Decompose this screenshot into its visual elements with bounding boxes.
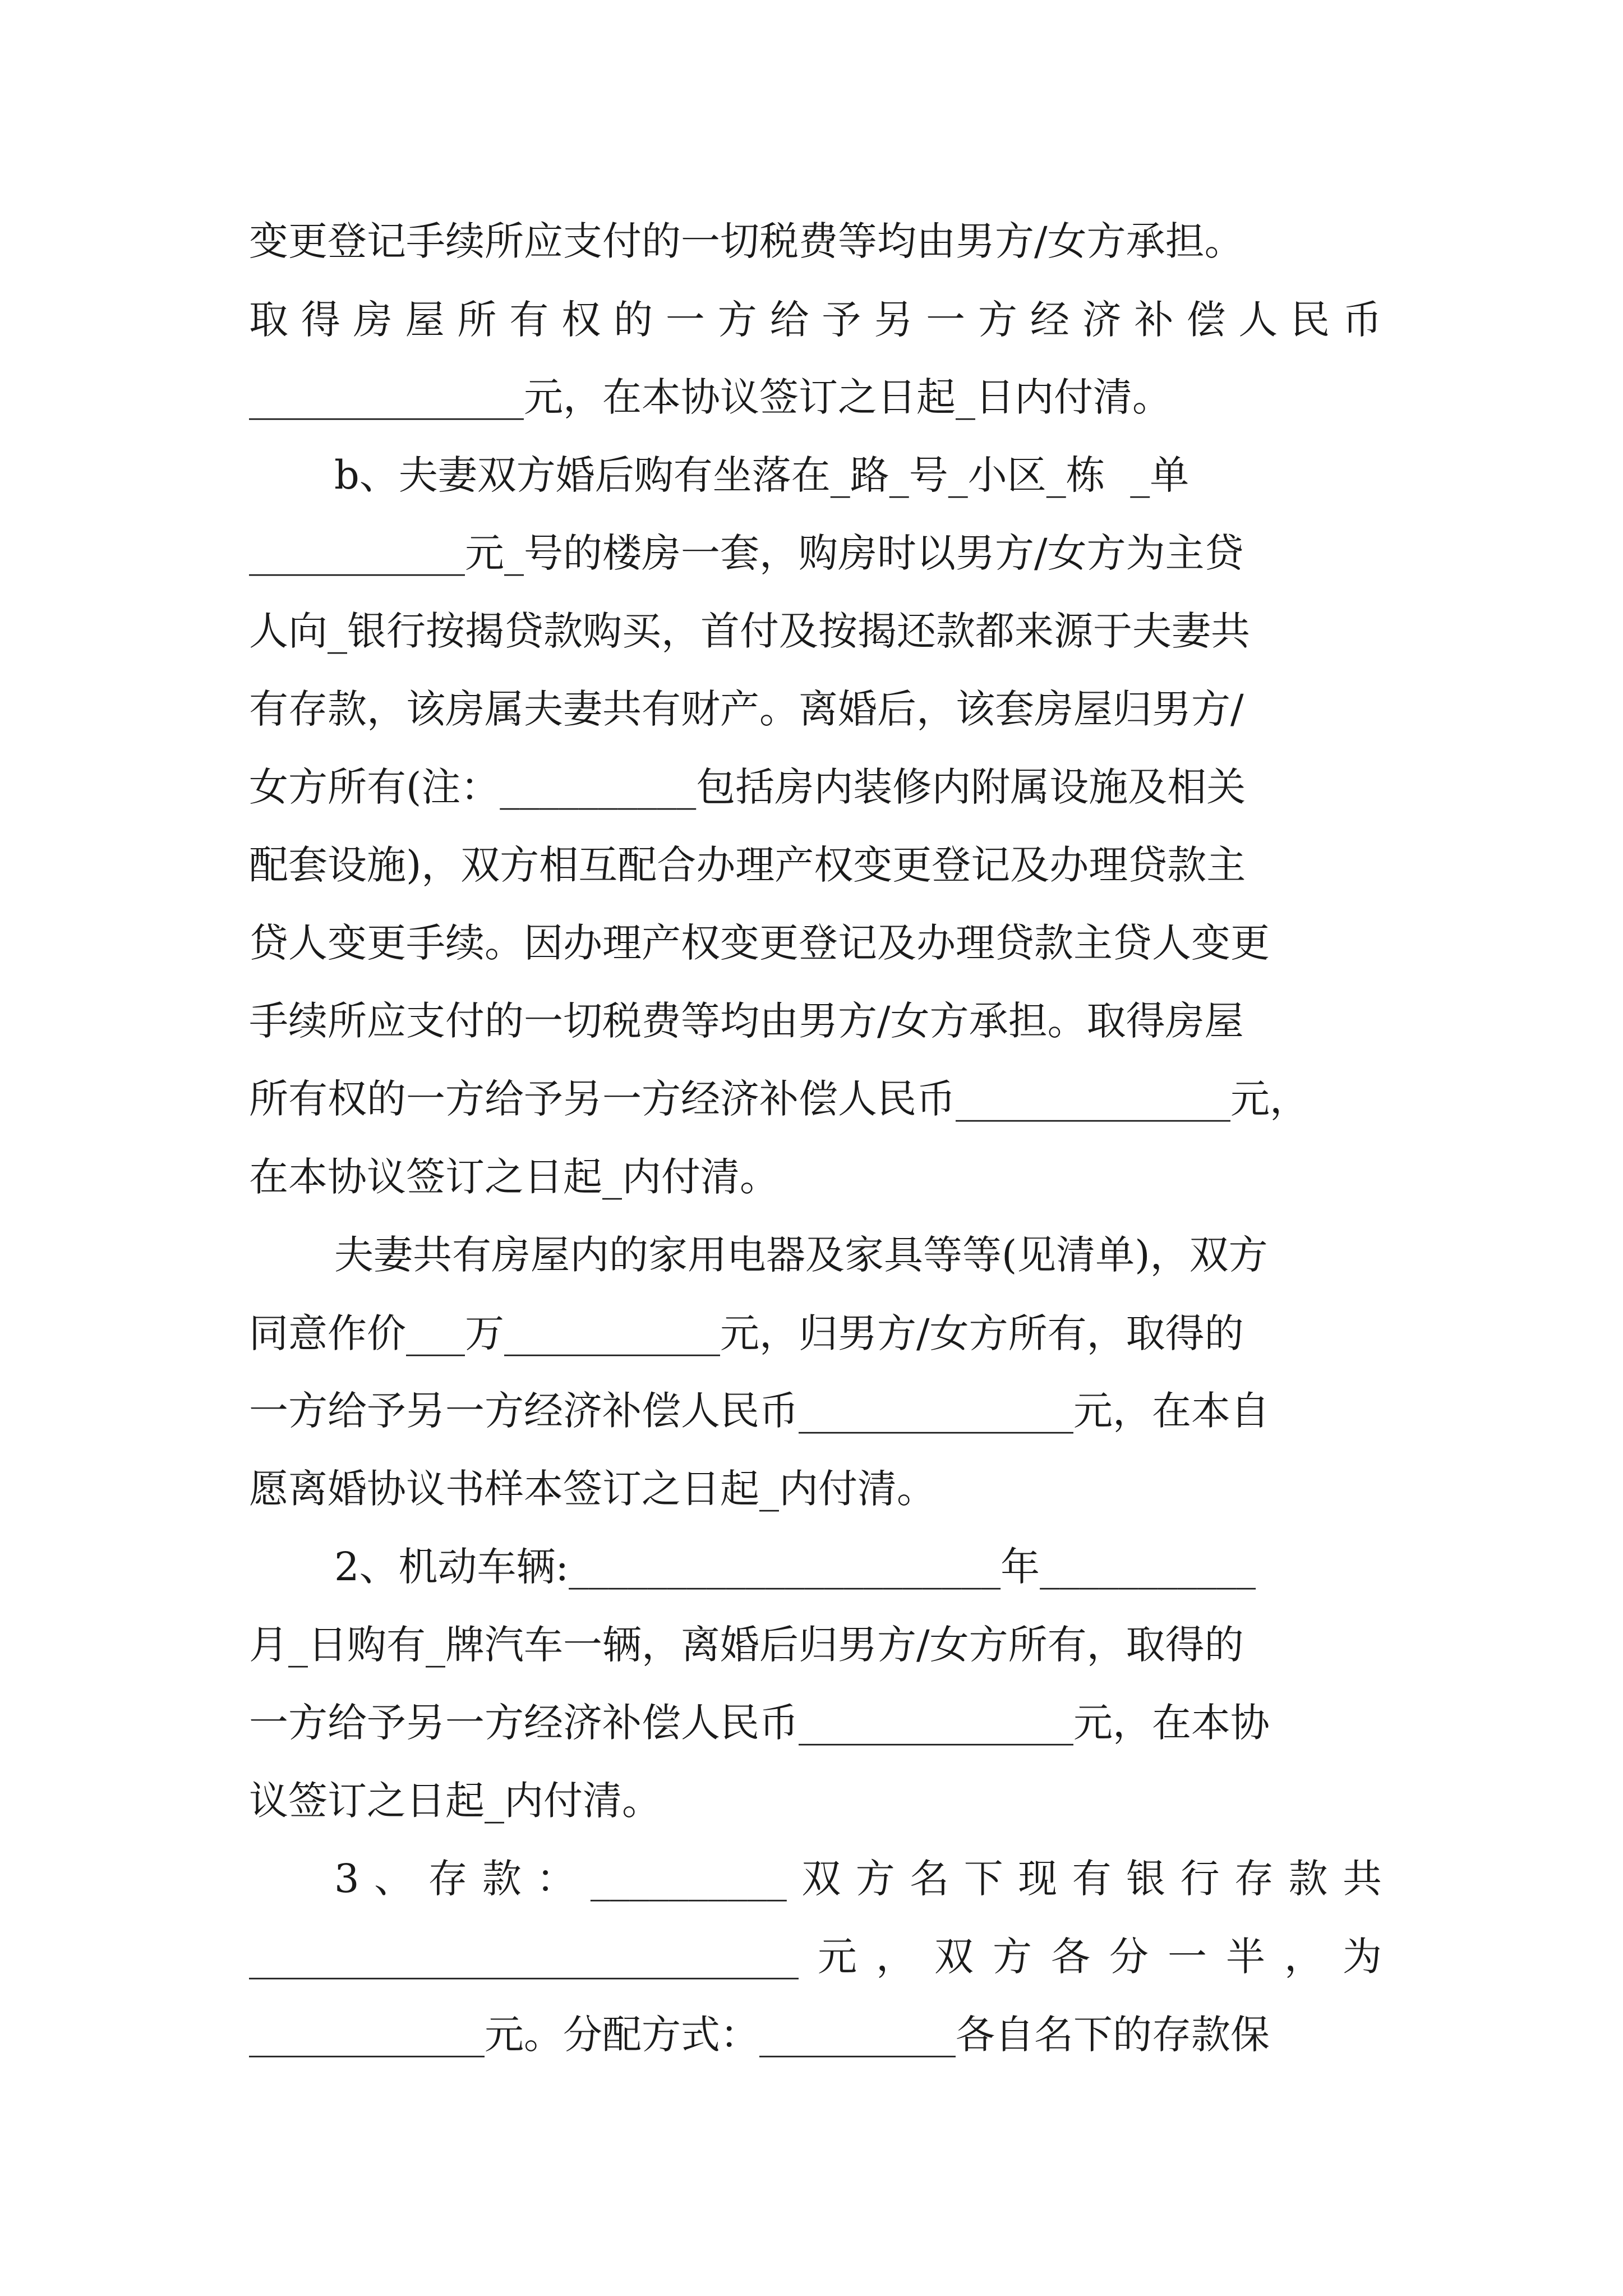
text-line: 有存款，该房属夫妻共有财产。离婚后，该套房屋归男方/: [249, 686, 1244, 732]
text-line: 愿离婚协议书样本签订之日起_内付清。: [249, 1466, 936, 1512]
text-line: 贷人变更手续。因办理产权变更登记及办理贷款主贷人变更: [249, 920, 1270, 966]
text-line: 一方给予另一方经济补偿人民币______________元，在本自: [249, 1388, 1270, 1434]
text-line: 一方给予另一方经济补偿人民币______________元，在本协: [249, 1700, 1270, 1746]
text-line: ___________元_号的楼房一套，购房时以男方/女方为主贷: [249, 530, 1244, 576]
text-line: 在本协议签订之日起_内付清。: [249, 1154, 779, 1200]
text-line: 手续所应支付的一切税费等均由男方/女方承担。取得房屋: [249, 998, 1244, 1044]
text-line: 配套设施)，双方相互配合办理产权变更登记及办理贷款主: [249, 842, 1246, 888]
text-line: 人向_银行按揭贷款购买，首付及按揭还款都来源于夫妻共: [249, 608, 1250, 654]
paragraph-start-line: 2、机动车辆:______________________年___________: [334, 1544, 1256, 1590]
text-line: 议签订之日起_内付清。: [249, 1778, 661, 1824]
text-line: 所有权的一方给予另一方经济补偿人民币______________元，: [249, 1076, 1309, 1122]
text-line: 变更登记手续所应支付的一切税费等均由男方/女方承担。: [249, 218, 1244, 264]
text-line: 同意作价___万___________元，归男方/女方所有，取得的: [249, 1310, 1244, 1356]
paragraph-start-line: b、夫妻双方婚后购有坐落在_路_号_小区_栋 _单: [334, 452, 1189, 498]
text-line: 月_日购有_牌汽车一辆，离婚后归男方/女方所有，取得的: [249, 1622, 1244, 1668]
text-line: ____________元。分配方式：__________各自名下的存款保: [249, 2012, 1270, 2058]
text-line: 女方所有(注：__________包括房内装修内附属设施及相关: [249, 764, 1246, 810]
paragraph-start-line: 夫妻共有房屋内的家用电器及家具等等(见清单)，双方: [334, 1232, 1268, 1278]
text-line: ____________________________元，双方各分一半，为: [249, 1934, 1382, 1980]
text-line: 取得房屋所有权的一方给予另一方经济补偿人民币: [249, 297, 1382, 343]
text-line: ______________元，在本协议签订之日起_日内付清。: [249, 374, 1172, 420]
paragraph-start-line: 3、存款：__________双方名下现有银行存款共: [334, 1856, 1382, 1902]
